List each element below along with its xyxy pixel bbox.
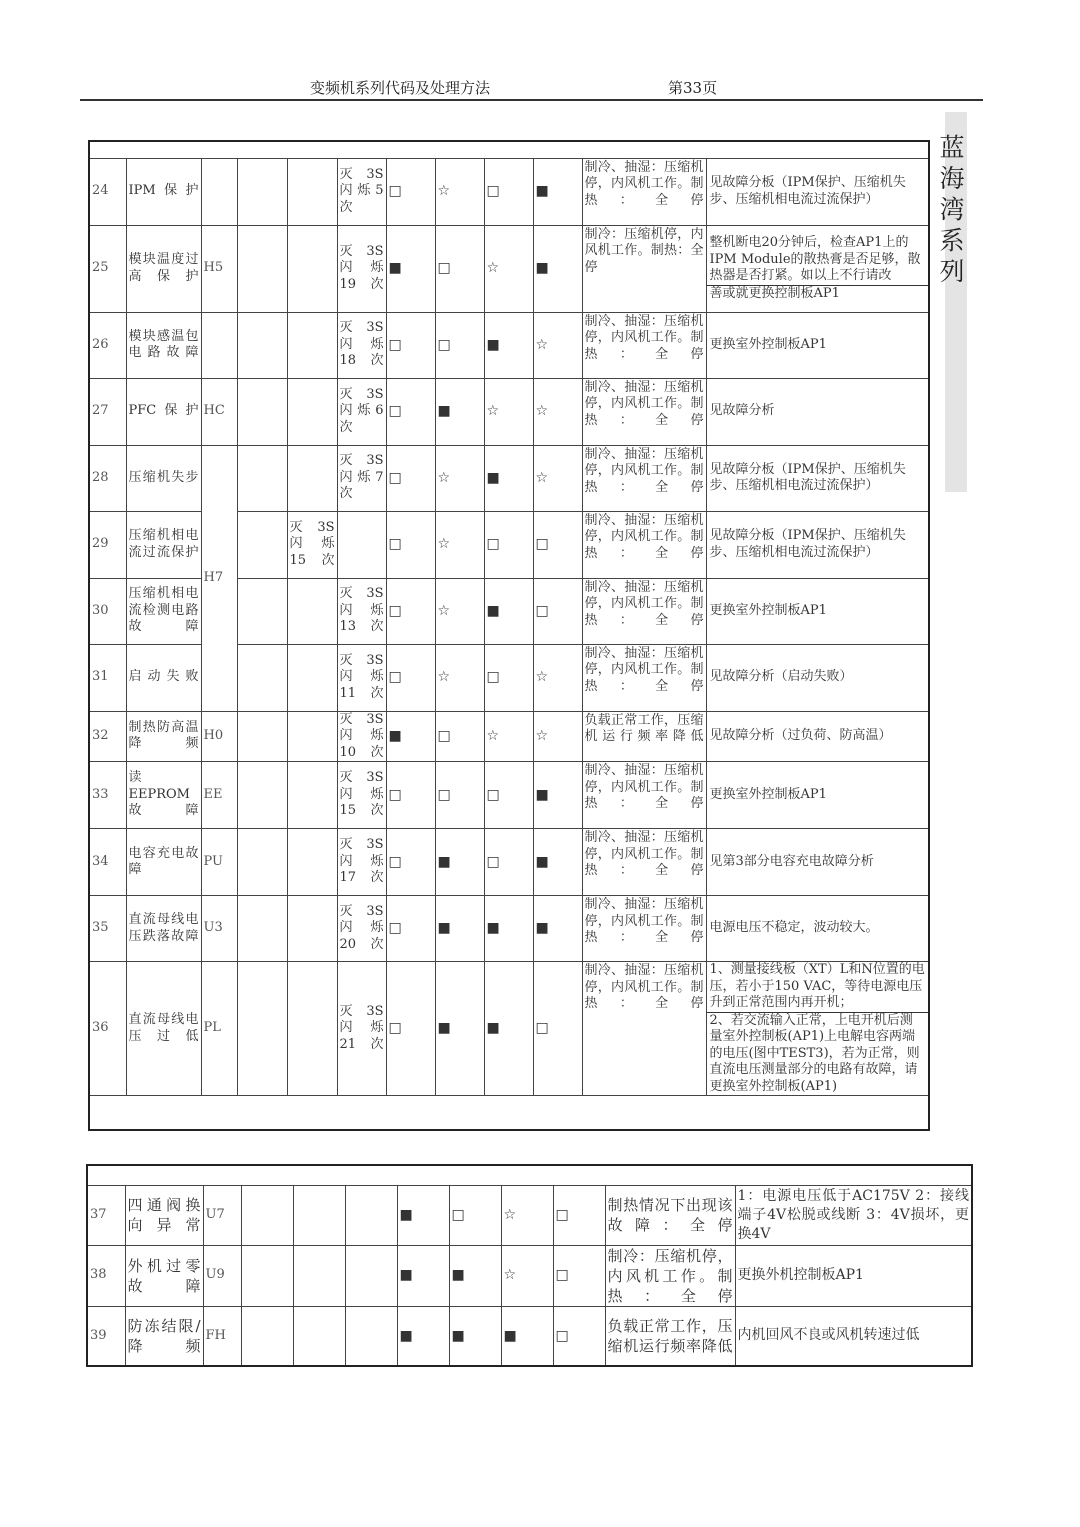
led-state-symbol: ☆ — [435, 511, 484, 578]
led-state-symbol: ■ — [484, 445, 533, 511]
led-state-symbol: □ — [533, 962, 582, 1096]
fault-name: 压缩机失步 — [126, 445, 201, 511]
indicator-col-5 — [287, 896, 337, 962]
handling-text: 电源电压不稳定，波动较大。 — [709, 920, 879, 936]
led-state-symbol: ■ — [533, 225, 582, 312]
led-state-symbol: □ — [484, 644, 533, 711]
header-rule — [80, 99, 983, 101]
led-state-symbol: □ — [386, 578, 435, 644]
fault-name: 制热防高温降频 — [126, 711, 201, 762]
indicator-col-5 — [287, 312, 337, 378]
indicator-col-4 — [237, 762, 287, 829]
fault-number: 35 — [89, 896, 126, 962]
brand-char: 海 — [939, 164, 965, 193]
fault-number: 39 — [87, 1306, 125, 1366]
indicator-col-4 — [241, 1306, 293, 1366]
table-row — [87, 1306, 972, 1366]
fault-number: 37 — [87, 1185, 125, 1245]
led-state-symbol: □ — [386, 445, 435, 511]
indicator-col-5 — [287, 378, 337, 445]
unit-status: 制冷、抽湿：压缩机停，内风机工作。制热：全停 — [582, 829, 706, 896]
fault-number: 31 — [89, 644, 126, 711]
indicator-col-5 — [293, 1245, 345, 1306]
indicator-col-4 — [237, 829, 287, 896]
led-state-symbol: □ — [484, 762, 533, 829]
led-state-symbol: ☆ — [484, 711, 533, 762]
fault-number: 33 — [89, 762, 126, 829]
indicator-col-4 — [237, 312, 287, 378]
led-state-symbol: □ — [533, 511, 582, 578]
handling-method — [706, 225, 929, 312]
blink-pattern — [337, 511, 386, 578]
indicator-col-4 — [237, 711, 287, 762]
table-row — [89, 896, 929, 962]
led-state-symbol: □ — [435, 711, 484, 762]
led-state-symbol: ■ — [484, 962, 533, 1096]
fault-code: EE — [201, 762, 237, 829]
indicator-col-4 — [237, 962, 287, 1096]
led-state-symbol: □ — [435, 312, 484, 378]
led-state-symbol: □ — [435, 225, 484, 312]
blink-pattern: 灭 3S闪 烁18次 — [337, 312, 386, 378]
indicator-col-5 — [287, 445, 337, 511]
fault-name: 四通阀换向异常 — [125, 1185, 203, 1245]
indicator-col-5: 灭 3S闪 烁15次 — [287, 511, 337, 578]
fault-name: 读 EEPROM故障 — [126, 762, 201, 829]
handling-method — [706, 445, 929, 511]
fault-code: H5 — [201, 225, 237, 312]
led-state-symbol: □ — [533, 578, 582, 644]
led-state-symbol: ☆ — [435, 644, 484, 711]
fault-code: FH — [203, 1306, 241, 1366]
unit-status: 制冷、抽湿：压缩机停，内风机工作。制热：全停 — [582, 511, 706, 578]
handling-text: 1、测量接线板（XT）L和N位置的电压，若小于150 VAC，等待电源电压升到正常范围内再开机； — [709, 962, 925, 1010]
table-row — [89, 762, 929, 829]
led-state-symbol: ■ — [449, 1306, 501, 1366]
fault-number: 29 — [89, 511, 126, 578]
led-state-symbol: ☆ — [435, 578, 484, 644]
indicator-col-4 — [237, 578, 287, 644]
fault-name: 直流母线电压过低 — [126, 962, 201, 1096]
led-state-symbol: □ — [386, 378, 435, 445]
led-state-symbol: □ — [484, 511, 533, 578]
fault-name: 压缩机相电流过流保护 — [126, 511, 201, 578]
indicator-col-5 — [293, 1185, 345, 1245]
unit-status: 制冷、抽湿：压缩机停，内风机工作。制热：全停 — [582, 962, 706, 1096]
led-state-symbol: ■ — [435, 378, 484, 445]
led-state-symbol: □ — [386, 962, 435, 1096]
table-row — [89, 829, 929, 896]
led-state-symbol: □ — [553, 1245, 605, 1306]
indicator-col-4 — [237, 378, 287, 445]
handling-text-continued: 善或就更换控制板AP1 — [707, 285, 929, 303]
header-title: 变频机系列代码及处理方法 — [310, 79, 491, 97]
led-state-symbol: ■ — [397, 1245, 449, 1306]
indicator-col-4 — [237, 644, 287, 711]
handling-text: 更换室外控制板AP1 — [709, 786, 827, 802]
handling-text: 更换室外控制板AP1 — [709, 336, 827, 352]
unit-status: 制冷、抽湿：压缩机停，内风机工作。制热：全停 — [582, 644, 706, 711]
fault-number: 32 — [89, 711, 126, 762]
handling-method — [706, 762, 929, 829]
led-state-symbol: ■ — [484, 578, 533, 644]
handling-method — [706, 711, 929, 762]
page-number: 第33页 — [668, 79, 718, 97]
table-row — [89, 711, 929, 762]
blink-pattern: 灭 3S闪烁6次 — [337, 378, 386, 445]
led-state-symbol: ■ — [435, 829, 484, 896]
led-state-symbol: ☆ — [501, 1245, 553, 1306]
led-state-symbol: ■ — [397, 1185, 449, 1245]
fault-number: 25 — [89, 225, 126, 312]
led-state-symbol: ☆ — [533, 445, 582, 511]
handling-method — [706, 962, 929, 1096]
led-state-symbol: □ — [386, 829, 435, 896]
indicator-col-5 — [293, 1306, 345, 1366]
led-state-symbol: □ — [386, 644, 435, 711]
led-state-symbol: ■ — [533, 762, 582, 829]
led-state-symbol: □ — [435, 762, 484, 829]
led-state-symbol: ■ — [435, 962, 484, 1096]
fault-code — [201, 158, 237, 225]
indicator-col-5 — [287, 578, 337, 644]
table-row — [89, 312, 929, 378]
led-state-symbol: ■ — [501, 1306, 553, 1366]
unit-status: 制冷、抽湿：压缩机停，内风机工作。制热：全停 — [582, 445, 706, 511]
handling-method — [706, 312, 929, 378]
indicator-col-4 — [241, 1245, 293, 1306]
unit-status: 负载正常工作，压缩机运行频率降低 — [605, 1306, 735, 1366]
led-state-symbol: ■ — [484, 312, 533, 378]
handling-method — [706, 578, 929, 644]
indicator-col-4 — [237, 896, 287, 962]
indicator-col-4 — [237, 445, 287, 511]
fault-code: U3 — [201, 896, 237, 962]
brand-char: 列 — [939, 257, 965, 286]
unit-status: 制热情况下出现该故障：全停 — [605, 1185, 735, 1245]
led-state-symbol: □ — [386, 312, 435, 378]
led-state-symbol: ■ — [533, 158, 582, 225]
fault-number: 26 — [89, 312, 126, 378]
blink-pattern — [345, 1306, 397, 1366]
unit-status: 制冷：压缩机停，内风机工作。制热：全停 — [605, 1245, 735, 1306]
fault-name: 模块温度过高保护 — [126, 225, 201, 312]
fault-name: 电容充电故障 — [126, 829, 201, 896]
table-row — [89, 378, 929, 445]
led-state-symbol: ☆ — [435, 445, 484, 511]
fault-code: PL — [201, 962, 237, 1096]
blink-pattern: 灭 3S闪烁5次 — [337, 158, 386, 225]
handling-text: 更换室外控制板AP1 — [709, 602, 827, 618]
table-row — [87, 1245, 972, 1306]
fault-code: HC — [201, 378, 237, 445]
indicator-col-5 — [287, 829, 337, 896]
table-row — [89, 962, 929, 1096]
blink-pattern: 灭 3S闪 烁19次 — [337, 225, 386, 312]
handling-method — [706, 829, 929, 896]
led-state-symbol: ■ — [386, 711, 435, 762]
blink-pattern: 灭 3S闪 烁10次 — [337, 711, 386, 762]
handling-method: 1：电源电压低于AC175V 2：接线端子4V松脱或线断 3：4V损坏，更换4V — [735, 1185, 972, 1245]
fault-code: PU — [201, 829, 237, 896]
fault-code: H0 — [201, 711, 237, 762]
handling-text: 见故障分板（IPM保护、压缩机失步、压缩机相电流过流保护） — [709, 528, 906, 560]
blink-pattern: 灭 3S闪烁7次 — [337, 445, 386, 511]
handling-method — [706, 511, 929, 578]
blink-pattern: 灭 3S闪 烁17次 — [337, 829, 386, 896]
fault-number: 27 — [89, 378, 126, 445]
brand-char: 湾 — [939, 195, 965, 224]
fault-name: 直流母线电压跌落故障 — [126, 896, 201, 962]
led-state-symbol: ☆ — [533, 644, 582, 711]
led-state-symbol: □ — [484, 158, 533, 225]
brand-sidebar — [937, 112, 967, 492]
fault-name: 模块感温包电路故障 — [126, 312, 201, 378]
unit-status: 制冷：压缩机停，内风机工作。制热：全停 — [582, 225, 706, 312]
blink-pattern — [345, 1245, 397, 1306]
led-state-symbol: ■ — [386, 225, 435, 312]
indicator-col-5 — [287, 762, 337, 829]
handling-text: 整机断电20分钟后，检查AP1上的IPM Module的散热膏是否足够，散热器是否打紧。如以上不行请改 — [709, 235, 921, 283]
handling-method: 更换外机控制板AP1 — [735, 1245, 972, 1306]
fault-name: PFC保护 — [126, 378, 201, 445]
fault-name: IPM保护 — [126, 158, 201, 225]
handling-text: 见故障分板（IPM保护、压缩机失步、压缩机相电流过流保护） — [709, 461, 906, 493]
indicator-col-5 — [287, 644, 337, 711]
led-state-symbol: ■ — [435, 896, 484, 962]
fault-name: 压缩机相电流检测电路故障 — [126, 578, 201, 644]
fault-code-table-2 — [86, 1164, 973, 1367]
led-state-symbol: □ — [386, 158, 435, 225]
handling-text: 见故障分析（启动失败） — [709, 669, 853, 685]
fault-number: 30 — [89, 578, 126, 644]
handling-method — [706, 896, 929, 962]
table-row — [89, 158, 929, 225]
handling-method — [706, 158, 929, 225]
blink-pattern — [345, 1185, 397, 1245]
led-state-symbol: ■ — [484, 896, 533, 962]
led-state-symbol: ☆ — [533, 378, 582, 445]
fault-name: 外机过零故障 — [125, 1245, 203, 1306]
led-state-symbol: ☆ — [435, 158, 484, 225]
handling-text: 见故障分析 — [709, 403, 775, 419]
indicator-col-4 — [237, 511, 287, 578]
led-state-symbol: ☆ — [533, 711, 582, 762]
fault-name: 防冻结限/降频 — [125, 1306, 203, 1366]
brand-char: 系 — [939, 226, 965, 255]
handling-text-continued: 2、若交流输入正常，上电开机后测量室外控制板(AP1)上电解电容两端的电压(图中TEST3)，若为正常，则直流电压测量部分的电路有故障，请更换室外控制板(AP1) — [707, 1012, 929, 1096]
fault-code: U9 — [203, 1245, 241, 1306]
handling-text: 见第3部分电容充电故障分析 — [709, 853, 874, 869]
fault-number: 36 — [89, 962, 126, 1096]
led-state-symbol: ☆ — [484, 378, 533, 445]
brand-char: 蓝 — [939, 133, 965, 162]
led-state-symbol: ☆ — [484, 225, 533, 312]
table-blank-row — [89, 1096, 929, 1130]
unit-status: 制冷、抽湿：压缩机停，内风机工作。制热：全停 — [582, 312, 706, 378]
led-state-symbol: □ — [386, 896, 435, 962]
table-row — [87, 1185, 972, 1245]
unit-status: 负载正常工作，压缩机运行频率降低 — [582, 711, 706, 762]
led-state-symbol: □ — [484, 829, 533, 896]
blink-pattern: 灭 3S闪 烁21次 — [337, 962, 386, 1096]
unit-status: 制冷、抽湿：压缩机停，内风机工作。制热：全停 — [582, 762, 706, 829]
unit-status: 制冷、抽湿：压缩机停，内风机工作。制热：全停 — [582, 158, 706, 225]
handling-method — [706, 644, 929, 711]
unit-status: 制冷、抽湿：压缩机停，内风机工作。制热：全停 — [582, 378, 706, 445]
indicator-col-4 — [241, 1185, 293, 1245]
blink-pattern: 灭 3S闪 烁20次 — [337, 896, 386, 962]
unit-status: 制冷、抽湿：压缩机停，内风机工作。制热：全停 — [582, 578, 706, 644]
fault-number: 38 — [87, 1245, 125, 1306]
table-blank-row — [89, 141, 929, 158]
handling-text: 见故障分板（IPM保护、压缩机失步、压缩机相电流过流保护） — [709, 175, 906, 207]
led-state-symbol: □ — [386, 511, 435, 578]
brand-vertical-text — [937, 132, 967, 287]
fault-name: 启动失败 — [126, 644, 201, 711]
led-state-symbol: □ — [553, 1185, 605, 1245]
indicator-col-5 — [287, 711, 337, 762]
handling-method — [706, 378, 929, 445]
blink-pattern: 灭 3S闪 烁15次 — [337, 762, 386, 829]
handling-text: 见故障分析（过负荷、防高温） — [709, 728, 892, 743]
handling-method: 内机回风不良或风机转速过低 — [735, 1306, 972, 1366]
led-state-symbol: ☆ — [501, 1185, 553, 1245]
indicator-col-4 — [237, 158, 287, 225]
led-state-symbol: ■ — [533, 829, 582, 896]
table-blank-row — [87, 1165, 972, 1185]
indicator-col-5 — [287, 962, 337, 1096]
blink-pattern: 灭 3S闪 烁13次 — [337, 578, 386, 644]
blink-pattern: 灭 3S闪 烁11次 — [337, 644, 386, 711]
fault-code: U7 — [203, 1185, 241, 1245]
fault-code-table-1 — [88, 140, 930, 1131]
fault-number: 28 — [89, 445, 126, 511]
led-state-symbol: ■ — [449, 1245, 501, 1306]
led-state-symbol: ■ — [533, 896, 582, 962]
led-state-symbol: ☆ — [533, 312, 582, 378]
fault-code — [201, 312, 237, 378]
indicator-col-5 — [287, 158, 337, 225]
led-state-symbol: □ — [553, 1306, 605, 1366]
led-state-symbol: ■ — [397, 1306, 449, 1366]
led-state-symbol: □ — [386, 762, 435, 829]
unit-status: 制冷、抽湿：压缩机停，内风机工作。制热：全停 — [582, 896, 706, 962]
fault-number: 24 — [89, 158, 126, 225]
led-state-symbol: □ — [449, 1185, 501, 1245]
table-row — [89, 445, 929, 511]
fault-code: H7 — [201, 445, 237, 711]
indicator-col-5 — [287, 225, 337, 312]
indicator-col-4 — [237, 225, 287, 312]
table-row — [89, 225, 929, 312]
fault-number: 34 — [89, 829, 126, 896]
